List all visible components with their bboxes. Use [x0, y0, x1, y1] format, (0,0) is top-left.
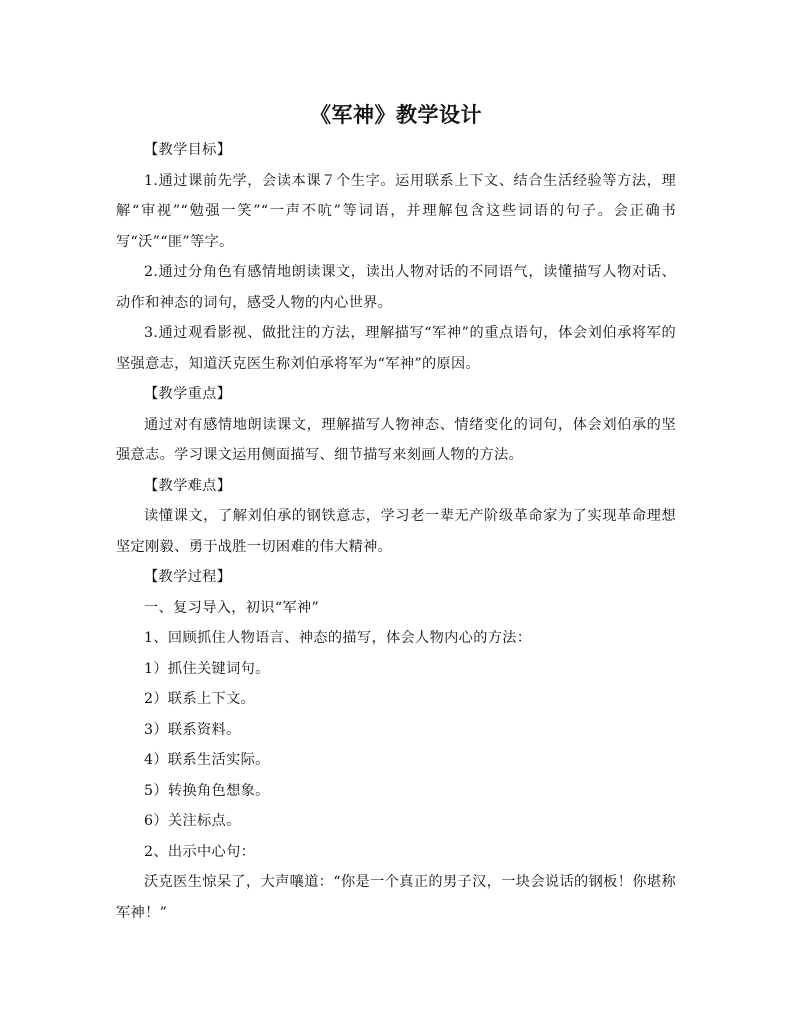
process-item-2-intro: 2、出示中心句：	[144, 843, 256, 860]
process-item-1-intro: 1、回顾抓住人物语言、神态的描写，体会人物内心的方法：	[144, 630, 532, 646]
process-step-1-title: 一、复习导入，初识“军神”	[144, 599, 320, 616]
difficulties-text: 读懂课文，了解刘伯承的钢铁意志，学习老一辈无产阶级革命家为了实现革命理想坚定刚毅、勇于战胜一切困难的伟大精神。	[116, 508, 676, 555]
key-points-text: 通过对有感情地朗读课文，理解描写人物神态、情绪变化的词句，体会刘伯承的坚强意志。学习课文运用侧面描写、细节描写来刻画人物的方法。	[116, 416, 676, 463]
objective-item-2: 2.通过分角色有感情地朗读课文，读出人物对话的不同语气，读懂描写人物对话、动作和神态的词句，感受人物的内心世界。	[116, 264, 676, 311]
section-heading-process: 【教学过程】	[144, 569, 232, 585]
document-body	[116, 100, 676, 928]
section-heading-difficulties: 【教学难点】	[144, 477, 232, 494]
objective-item-1: 1.通过课前先学，会读本课７个生字。运用联系上下文、结合生活经验等方法，理解“审视”“勉强一笑”“一声不吭”等词语，并理解包含这些词语的句子。会正确书写“沃”“匪”等字。	[116, 172, 676, 250]
method-item-6: 6）关注标点。	[144, 813, 241, 829]
method-item-3: 3）联系资料。	[144, 721, 241, 738]
center-sentence-quote: 沃克医生惊呆了，大声嚷道：“你是一个真正的男子汉，一块会说话的钢板！你堪称军神！”	[116, 874, 676, 921]
method-item-1: 1）抓住关键词句。	[144, 660, 270, 677]
objective-item-3: 3.通过观看影视、做批注的方法，理解描写“军神”的重点语句，体会刘伯承将军的坚强意志，知道沃克医生称刘伯承将军为“军神”的原因。	[116, 325, 676, 372]
section-heading-key-points: 【教学重点】	[144, 386, 232, 402]
document-title: 《军神》教学设计	[310, 103, 482, 127]
method-item-2: 2）联系上下文。	[144, 691, 256, 707]
method-item-4: 4）联系生活实际。	[144, 752, 270, 768]
section-heading-objectives: 【教学目标】	[144, 142, 232, 158]
method-item-5: 5）转换角色想象。	[144, 782, 270, 799]
